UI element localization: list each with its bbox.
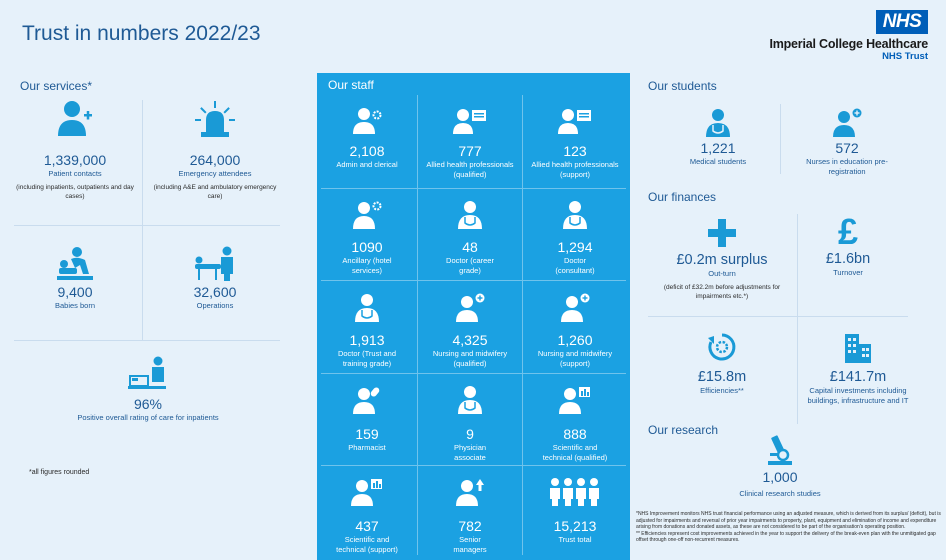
stat-value: 96% xyxy=(133,396,163,412)
staff-pharmacist xyxy=(315,385,419,453)
doctor-icon xyxy=(457,385,483,415)
footnote-finance: *NHS Improvement monitors NHS trust financial performance using an adjusted measure, which is derived from its surplus/ (deficit), but is adjusted for impairments and reversal of prior year impairments to property, plant, equipment and elimination of income and expenditure arising from donations and donated assets, as these are not considered to be part of the organisation's operating position. xyxy=(636,511,941,530)
stat-label: Emergency attendees xyxy=(178,169,252,178)
stat-value: 4,325 xyxy=(452,332,488,348)
staff-ahp-qualified xyxy=(418,107,522,180)
stat-label: Ancillary (hotel services) xyxy=(342,256,392,275)
students-heading: Our students xyxy=(648,79,717,93)
staff-section xyxy=(317,73,630,560)
stat-label: Allied health professionals (support) xyxy=(531,160,619,179)
staff-ancillary xyxy=(315,200,419,276)
staff-physician-associate xyxy=(418,385,522,463)
org-name: Imperial College Healthcare xyxy=(769,37,928,51)
siren-icon xyxy=(195,100,235,138)
footnotes xyxy=(636,511,942,544)
nurse-icon xyxy=(455,293,485,323)
stat-label: Trust total xyxy=(558,535,592,544)
stat-label: Senior managers xyxy=(453,535,487,554)
staff-trust-total xyxy=(523,477,627,545)
services-heading: Our services* xyxy=(20,79,93,93)
stat-value: £141.7m xyxy=(829,369,887,385)
finances-heading: Our finances xyxy=(648,190,717,204)
students-medical xyxy=(660,108,776,167)
staff-senior-managers xyxy=(418,477,522,555)
services-care-rating xyxy=(40,356,256,423)
stat-label: Allied health professionals (qualified) xyxy=(426,160,514,179)
stat-label: Pharmacist xyxy=(348,443,386,452)
stat-value: 1,294 xyxy=(557,239,593,255)
stat-value: 1,221 xyxy=(700,140,736,156)
stat-label: Positive overall rating of care for inpatients xyxy=(77,413,219,422)
services-emergency-attendees xyxy=(152,100,278,201)
stat-value: 48 xyxy=(462,239,478,255)
services-footnote: *all figures rounded xyxy=(29,469,90,476)
stat-label: Doctor (Trust and training grade) xyxy=(337,349,397,368)
stat-label: Out-turn xyxy=(708,269,736,278)
cycle-icon xyxy=(707,332,737,362)
person-gear-icon xyxy=(352,200,382,230)
stat-value: 782 xyxy=(458,518,482,534)
stat-label: Clinical research studies xyxy=(739,489,821,498)
stat-label: Patient contacts xyxy=(48,169,102,178)
stat-label: Scientific and technical (qualified) xyxy=(542,443,608,462)
finances-capital xyxy=(800,332,916,406)
surgery-icon xyxy=(193,246,237,282)
stat-value: 9 xyxy=(466,426,474,442)
nurse-icon xyxy=(832,108,862,138)
stat-value: 1,913 xyxy=(349,332,385,348)
stat-value: 777 xyxy=(458,143,482,159)
stat-label: Doctor (consultant) xyxy=(555,256,595,275)
stat-label: Babies born xyxy=(54,301,96,310)
person-board-icon xyxy=(558,107,592,135)
services-babies-born xyxy=(14,246,136,311)
org-subtitle: NHS Trust xyxy=(882,51,928,62)
stat-label: Admin and clerical xyxy=(336,160,398,169)
patient-bed-icon xyxy=(128,356,168,392)
finances-out-turn xyxy=(652,218,792,301)
scientist-icon xyxy=(559,385,591,415)
stat-label: Operations xyxy=(196,301,234,310)
stat-label: Medical students xyxy=(689,157,747,166)
stat-value: 1090 xyxy=(351,239,383,255)
students-nurses xyxy=(784,108,910,177)
staff-scientific-support xyxy=(315,477,419,555)
manager-icon xyxy=(455,477,485,507)
microscope-icon xyxy=(765,434,795,466)
finances-efficiencies xyxy=(652,332,792,396)
plus-icon xyxy=(707,218,737,248)
stat-note: (deficit of £32.2m before adjustments for impairments etc.*) xyxy=(663,284,781,300)
staff-doctor-consultant xyxy=(523,200,627,276)
stat-value: £0.2m surplus xyxy=(676,252,768,268)
person-gear-icon xyxy=(352,107,382,135)
finances-turnover xyxy=(800,214,896,278)
stat-value: 264,000 xyxy=(189,152,241,168)
page-title: Trust in numbers 2022/23 xyxy=(22,22,261,45)
baby-icon xyxy=(55,246,95,282)
stat-value: 1,339,000 xyxy=(43,152,107,168)
footnote-efficiencies: ** Efficiencies represent cost improvements achieved in the year to support the delivery of the break-even plan with the unmitigated gap offset through one-off non-recurrent measures. xyxy=(636,530,936,543)
stat-value: £15.8m xyxy=(697,369,747,385)
nurse-icon xyxy=(560,293,590,323)
stat-value: 123 xyxy=(563,143,587,159)
staff-ahp-support xyxy=(523,107,627,180)
stat-value: 2,108 xyxy=(349,143,385,159)
services-patient-contacts xyxy=(14,100,136,201)
stat-value: 159 xyxy=(355,426,379,442)
staff-doctor-career xyxy=(418,200,522,276)
stat-value: 9,400 xyxy=(57,284,93,300)
nhs-logo: NHS xyxy=(876,10,928,34)
stat-label: Efficiencies** xyxy=(700,386,744,395)
services-operations xyxy=(152,246,278,311)
stat-label: Capital investments including buildings, infrastructure and IT xyxy=(807,386,909,405)
scientist-icon xyxy=(351,477,383,507)
doctor-icon xyxy=(705,108,731,138)
group-icon xyxy=(549,477,601,507)
staff-nursing-qualified xyxy=(418,293,522,369)
stat-label: Physician associate xyxy=(453,443,487,462)
pharmacist-icon xyxy=(352,385,382,415)
staff-scientific-qualified xyxy=(523,385,627,463)
research-heading: Our research xyxy=(648,423,719,437)
stat-note: (including inpatients, outpatients and day cases) xyxy=(16,184,134,200)
staff-admin xyxy=(315,107,419,170)
stat-label: Scientific and technical (support) xyxy=(336,535,398,554)
stat-value: 888 xyxy=(563,426,587,442)
stat-label: Nurses in education pre-registration xyxy=(806,157,888,176)
stat-value: 1,260 xyxy=(557,332,593,348)
buildings-icon xyxy=(843,332,873,364)
doctor-icon xyxy=(457,200,483,230)
doctor-icon xyxy=(354,293,380,323)
stat-value: 1,000 xyxy=(762,469,798,485)
staff-doctor-trust xyxy=(315,293,419,369)
stat-label: Nursing and midwifery (qualified) xyxy=(432,349,508,368)
svg-text:£: £ xyxy=(837,214,859,248)
stat-value: 32,600 xyxy=(193,284,237,300)
pound-icon xyxy=(833,214,863,248)
stat-label: Nursing and midwifery (support) xyxy=(537,349,613,368)
person-board-icon xyxy=(453,107,487,135)
staff-nursing-support xyxy=(523,293,627,369)
stat-value: 572 xyxy=(835,140,859,156)
stat-label: Doctor (career grade) xyxy=(446,256,494,275)
stat-note: (including A&E and ambulatory emergency care) xyxy=(153,184,277,200)
research-studies xyxy=(700,434,860,499)
stat-label: Turnover xyxy=(833,268,863,277)
stat-value: 437 xyxy=(355,518,379,534)
doctor-icon xyxy=(562,200,588,230)
stat-value: £1.6bn xyxy=(825,251,871,267)
staff-heading: Our staff xyxy=(328,78,374,92)
stat-value: 15,213 xyxy=(553,518,597,534)
person-add-icon xyxy=(57,100,93,138)
